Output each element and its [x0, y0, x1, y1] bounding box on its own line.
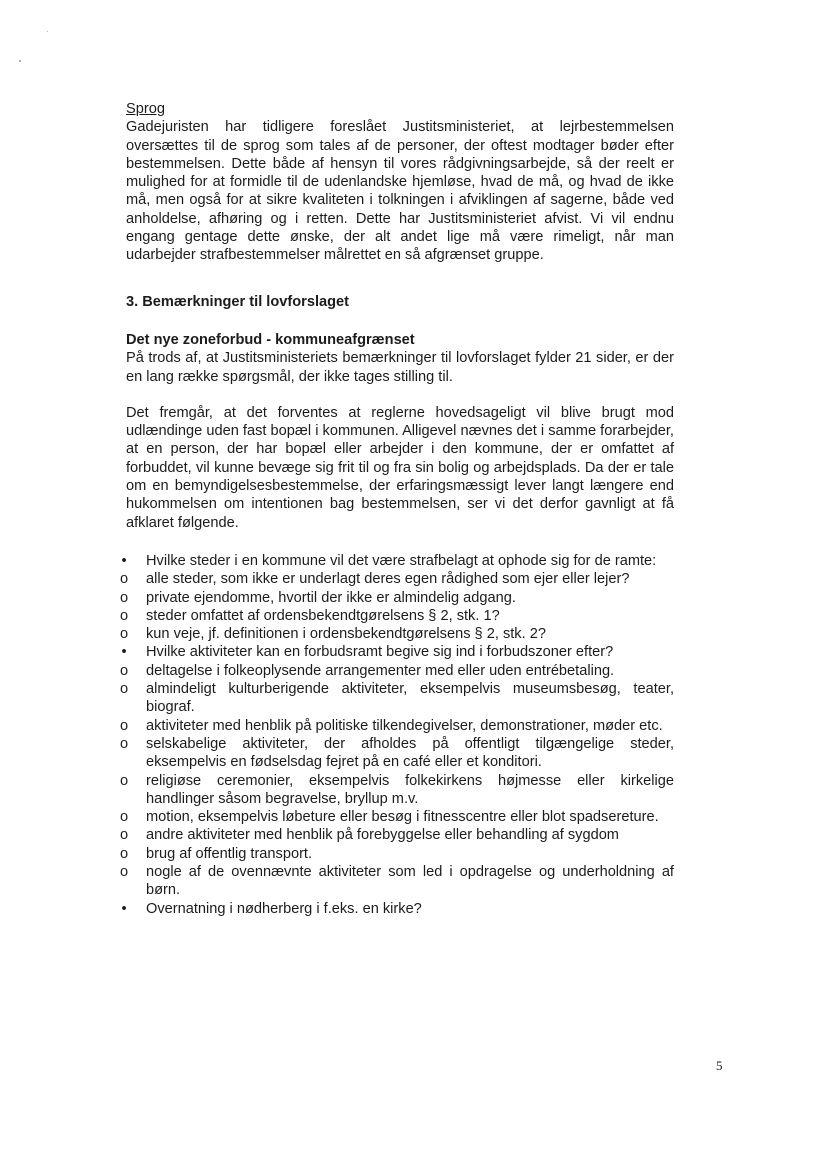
bullet-marker: • [121, 552, 127, 569]
bullet-marker: • [121, 900, 127, 917]
scan-speck [47, 31, 48, 32]
sprog-heading: Sprog [126, 101, 165, 117]
subsection-title: Det nye zoneforbud - kommuneafgrænset [126, 331, 415, 348]
circle-marker: o [119, 772, 129, 789]
circle-marker: o [119, 626, 129, 643]
question-list-3 [121, 900, 674, 918]
question-list-1 [119, 552, 674, 643]
list-item: o almindeligt kulturberigende aktiviteter, eksempelvis museumsbesøg, teater, biograf. [126, 680, 674, 717]
section-paragraph-2: Det fremgår, at det forventes at reglerne hovedsageligt vil blive brugt mod udlændinge uden fast bopæl i kommunen. Alligevel nævnes det i samme forarbejder, at en person, der har bopæl eller arbejder i den kommune, der er omfattet af forbuddet, vil kunne bevæge sig frit til og fra sin bolig og arbejdsplads. Da der er tale om en bemyndigelsesbestemmelse, der erfaringsmæssigt lever langt længere end hukommelsen om intentionen bag bestemmelsen, ser vi det derfor gavnligt at få afklaret følgende. [126, 404, 674, 531]
list-item: o steder omfattet af ordensbekendtgørelsens § 2, stk. 1? [126, 607, 674, 625]
list-item: o brug af offentlig transport. [126, 845, 674, 863]
list-item: o motion, eksempelvis løbeture eller besøg i fitnesscentre eller blot spadsereture. [126, 808, 674, 826]
circle-marker: o [119, 845, 129, 862]
section-paragraph-1: På trods af, at Justitsministeriets bemærkninger til lovforslaget fylder 21 sider, er der en lang række spørgsmål, der ikke tages stilling til. [126, 350, 674, 385]
list-item: o private ejendomme, hvortil der ikke er almindelig adgang. [126, 589, 674, 607]
list-item: o deltagelse i folkeoplysende arrangementer med eller uden entrébetaling. [126, 662, 674, 680]
circle-marker: o [119, 607, 129, 624]
list-item: o religiøse ceremonier, eksempelvis folkekirkens højmesse eller kirkelige handlinger såsom begravelse, bryllup m.v. [126, 772, 674, 809]
circle-marker: o [119, 681, 129, 698]
list-item: o andre aktiviteter med henblik på forebyggelse eller behandling af sygdom [126, 826, 674, 844]
circle-marker: o [119, 589, 129, 606]
sprog-paragraph: Gadejuristen har tidligere foreslået Justitsministeriet, at lejrbestemmelsen oversættes til de sprog som tales af de personer, der oftest modtager bøder efter bestemmelsen. Dette både af hensyn til vores rådgivningsarbejde, så der reelt er mulighed for at formidle til de udenlandske hjemløse, hvad de må, og hvad de ikke må, men også for at sikre kvaliteten i tolkningen i afviklingen af sagerne, både ved anholdelse, afhøring og i retten. Dette har Justitsministeriet afvist. Vi vil endnu engang gentage dette ønske, der alt andet lige må være rimeligt, når man udarbejder strafbestemmelser målrettet en så afgrænset gruppe. [126, 119, 674, 264]
list-item: • Hvilke aktiviteter kan en forbudsramt begive sig ind i forbudszoner efter? [126, 643, 674, 661]
list-item: o kun veje, jf. definitionen i ordensbekendtgørelsens § 2, stk. 2? [126, 625, 674, 643]
circle-marker: o [119, 809, 129, 826]
list-item: • Overnatning i nødherberg i f.eks. en kirke? [126, 900, 674, 918]
circle-marker: o [119, 863, 129, 880]
list-item: o alle steder, som ikke er underlagt deres egen rådighed som ejer eller lejer? [126, 570, 674, 588]
document-page [119, 100, 674, 918]
circle-marker: o [119, 662, 129, 679]
page-number: 5 [716, 1058, 723, 1073]
circle-marker: o [119, 717, 129, 734]
circle-marker: o [119, 827, 129, 844]
circle-marker: o [119, 735, 129, 752]
question-list-2 [119, 643, 674, 899]
list-item: o nogle af de ovennævnte aktiviteter som led i opdragelse og underholdning af børn. [126, 863, 674, 900]
section-title: 3. Bemærkninger til lovforslaget [126, 293, 350, 310]
list-item: • Hvilke steder i en kommune vil det være strafbelagt at ophode sig for de ramte: [126, 552, 674, 570]
bullet-marker: • [121, 644, 127, 661]
list-item: o selskabelige aktiviteter, der afholdes på offentligt tilgængelige steder, eksempelvis en fødselsdag fejret på en café eller et konditori. [126, 735, 674, 772]
circle-marker: o [119, 571, 129, 588]
list-item: o aktiviteter med henblik på politiske tilkendegivelser, demonstrationer, møder etc. [126, 717, 674, 735]
scan-speck [19, 60, 21, 62]
